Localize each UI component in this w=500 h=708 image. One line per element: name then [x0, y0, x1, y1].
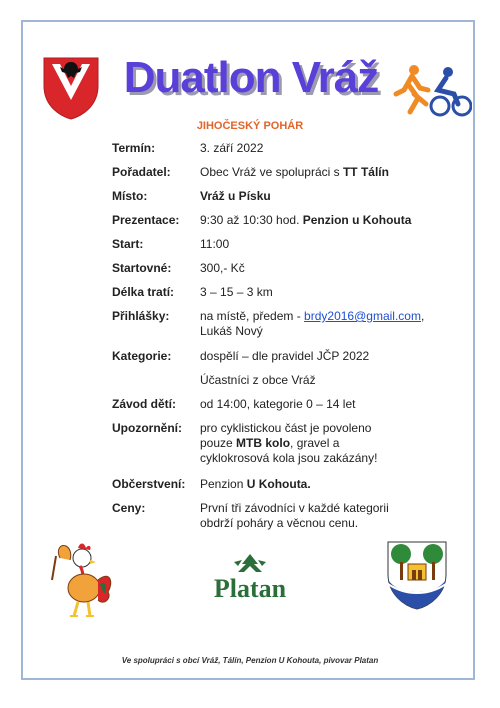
- rooster-mascot-icon: [46, 540, 118, 620]
- detail-value: 3. září 2022: [200, 141, 264, 155]
- detail-row-date: [112, 141, 442, 165]
- detail-value: [200, 421, 400, 477]
- detail-row-start: [112, 237, 442, 261]
- detail-label: Místo:: [112, 189, 148, 203]
- detail-text: , gravel a cyklokrosová kola jsou zakázány!: [200, 436, 378, 465]
- event-title: [116, 48, 386, 108]
- talin-coat-of-arms-icon: [386, 540, 448, 610]
- detail-label: Termín:: [112, 141, 156, 155]
- detail-label: Ceny:: [112, 501, 146, 515]
- detail-text: dospělí – dle pravidel JČP 2022: [200, 349, 370, 363]
- detail-row-registration-desk: [112, 213, 442, 237]
- detail-row-refreshments: [112, 477, 442, 501]
- detail-label: Závod dětí:: [112, 397, 177, 411]
- detail-row-organizer: [112, 165, 442, 189]
- detail-text: na místě, předem -: [200, 309, 305, 323]
- detail-row-categories: [112, 349, 442, 397]
- detail-value: [200, 309, 442, 349]
- detail-label: Občerstvení:: [112, 477, 186, 491]
- detail-value: 11:00: [200, 237, 230, 251]
- detail-label: Kategorie:: [112, 349, 172, 363]
- detail-text: Obec Vráž ve spolupráci s: [200, 165, 343, 179]
- detail-label: Prezentace:: [112, 213, 180, 227]
- detail-value: 300,- Kč: [200, 261, 245, 275]
- detail-value: [200, 213, 442, 237]
- detail-value: [200, 477, 442, 501]
- platan-logo-text: Platan: [213, 574, 287, 603]
- detail-value: [200, 349, 442, 397]
- detail-text-bold: MTB kolo: [236, 436, 291, 450]
- detail-row-prizes: [112, 501, 442, 537]
- detail-row-fee: [112, 261, 442, 285]
- detail-value: [200, 165, 442, 189]
- detail-text-bold: U Kohouta.: [246, 477, 311, 491]
- detail-label: Délka tratí:: [112, 285, 175, 299]
- detail-value: od 14:00, kategorie 0 – 14 let: [200, 397, 356, 411]
- detail-label: Startovné:: [112, 261, 172, 275]
- event-subtitle: JIHOČESKÝ POHÁR: [196, 120, 304, 132]
- detail-label: Přihlášky:: [112, 309, 170, 323]
- detail-value: 3 – 15 – 3 km: [200, 285, 273, 299]
- detail-text: Účastníci z obce Vráž: [200, 373, 316, 387]
- detail-row-notice: [112, 421, 442, 477]
- detail-row-distance: [112, 285, 442, 309]
- duathlon-athletes-icon: [392, 60, 472, 120]
- footer-credits: Ve spolupráci s obcí Vráž, Tálín, Penzion U Kohouta, pivovar Platan: [121, 656, 379, 665]
- detail-text: Penzion: [200, 477, 247, 491]
- detail-value: První tři závodníci v každé kategorii obdrží poháry a věcnou cenu.: [200, 501, 389, 530]
- detail-row-signup: [112, 309, 442, 349]
- detail-label: Upozornění:: [112, 421, 182, 435]
- event-details: [112, 141, 442, 537]
- detail-row-place: [112, 189, 442, 213]
- detail-text-bold: Penzion u Kohouta: [302, 213, 412, 227]
- event-title-text: Duatlon Vráž: [123, 53, 379, 102]
- detail-text: pro cyklistickou část je povoleno pouze: [200, 421, 372, 450]
- detail-row-kids-race: [112, 397, 442, 421]
- email-link[interactable]: brdy2016@gmail.com: [304, 309, 421, 323]
- detail-text-bold: Vráž u Písku: [200, 189, 271, 203]
- detail-label: Pořadatel:: [112, 165, 171, 179]
- detail-text-bold: TT Tálín: [342, 165, 389, 179]
- detail-label: Start:: [112, 237, 144, 251]
- detail-value: [200, 189, 442, 213]
- detail-text: , Lukáš Nový: [200, 309, 425, 338]
- vraz-coat-of-arms-icon: [42, 56, 100, 120]
- detail-text: 9:30 až 10:30 hod.: [200, 213, 303, 227]
